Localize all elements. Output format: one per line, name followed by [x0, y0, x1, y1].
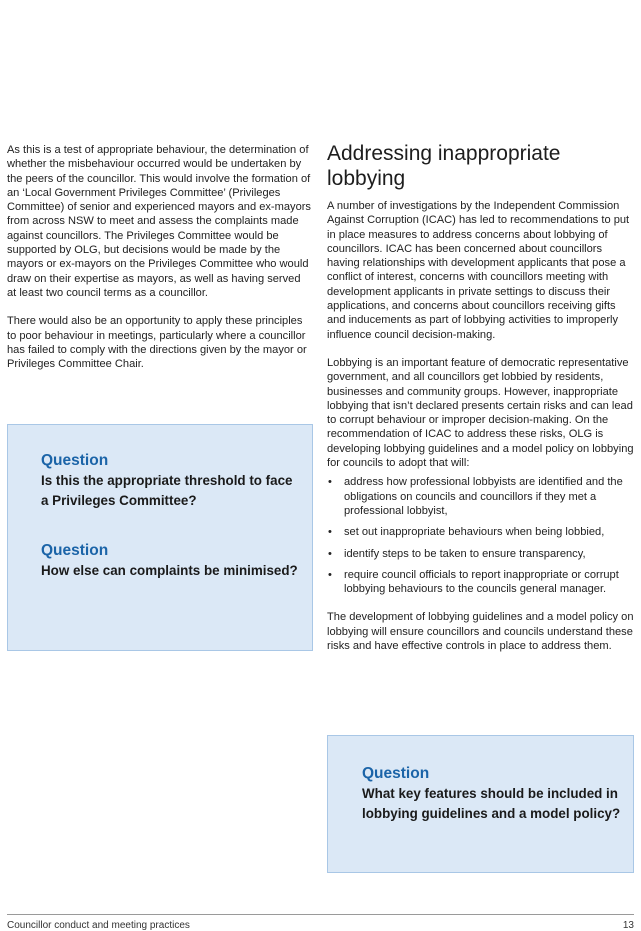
question-label: Question — [41, 542, 109, 559]
section-heading: Addressing inappropriate lobbying — [327, 142, 561, 190]
list-item — [327, 568, 634, 597]
question-label: Question — [41, 452, 109, 469]
question-block — [41, 451, 302, 511]
question-label: Question — [362, 765, 430, 782]
list-item-text: require council officials to report inappropriate or corrupt lobbying behaviours to the councils general manager. — [344, 568, 619, 596]
question-box-lobbying — [327, 735, 634, 873]
list-item-text: set out inappropriate behaviours when being lobbied, — [344, 526, 605, 539]
list-item — [327, 475, 634, 518]
page-number: 13 — [622, 920, 634, 931]
question-text: How else can complaints be minimised? — [41, 563, 298, 578]
list-item-text: identify steps to be taken to ensure transparency, — [344, 547, 586, 560]
lobbying-bullet-list — [327, 475, 634, 596]
list-item — [327, 525, 634, 539]
footer-document-title: Councillor conduct and meeting practices — [7, 920, 190, 931]
right-column — [327, 141, 634, 653]
bullet-icon: • — [328, 476, 332, 489]
left-paragraph-1: As this is a test of appropriate behaviour, the determination of whether the misbehaviour occurred would be undertaken by the peers of the councillor. This would involve the formation of an ‘Local Government Privileges Committee’ (Privileges Committee) of senior and experienced mayors and ex-mayors from across NSW to meet and assess the complaints made against councillors. The Privileges Committee would be supported by OLG, but decisions would be made by the mayors or ex-mayors on the Privileges Committee who would draw on their expertise as mayors, as well as having served at least two council terms as a councillor. — [7, 144, 311, 299]
right-paragraph-2: Lobbying is an important feature of democratic representative government, and all councillors get lobbied by residents, businesses and community groups. However, inappropriate lobbying that isn’t declared presents certain risks and can lead to corrupt behaviour or improper decision-making. On the recommendation of ICAC to address these risks, OLG is developing lobbying guidelines and a model policy on lobbying for councils to adopt that will: — [327, 356, 634, 470]
footer-divider — [7, 914, 634, 915]
bullet-icon: • — [328, 547, 332, 560]
right-paragraph-3: The development of lobbying guidelines and a model policy on lobbying will ensure councillors and councils understand these risks and have effective controls in place to address them. — [327, 611, 634, 653]
question-block — [41, 541, 302, 581]
bullet-icon: • — [328, 526, 332, 539]
left-column — [7, 143, 311, 371]
question-box-privileges — [7, 424, 313, 651]
list-item — [327, 547, 634, 561]
left-paragraph-2: There would also be an opportunity to apply these principles to poor behaviour in meetings, particularly where a councillor has failed to comply with the directions given by the mayor or Privileges Committee Chair. — [7, 315, 307, 371]
bullet-icon: • — [328, 568, 332, 581]
right-paragraph-1: A number of investigations by the Independent Commission Against Corruption (ICAC) has led to recommendations to put in place measures to address concerns about lobbying of councillors. ICAC has been concerned about councillors having relationships with development applicants that pose a conflict of interest, concerns with councillors meeting with development applicants in private settings to discuss their applications, and concerns about councillors receiving gifts and inducements as part of lobbying activities to improperly influence council decision-making. — [327, 200, 630, 341]
list-item-text: address how professional lobbyists are identified and the obligations on councils and councillors if they met a professional lobbyist, — [344, 476, 623, 517]
question-text: What key features should be included in lobbying guidelines and a model policy? — [362, 786, 621, 821]
question-text: Is this the appropriate threshold to face a Privileges Committee? — [41, 473, 293, 508]
